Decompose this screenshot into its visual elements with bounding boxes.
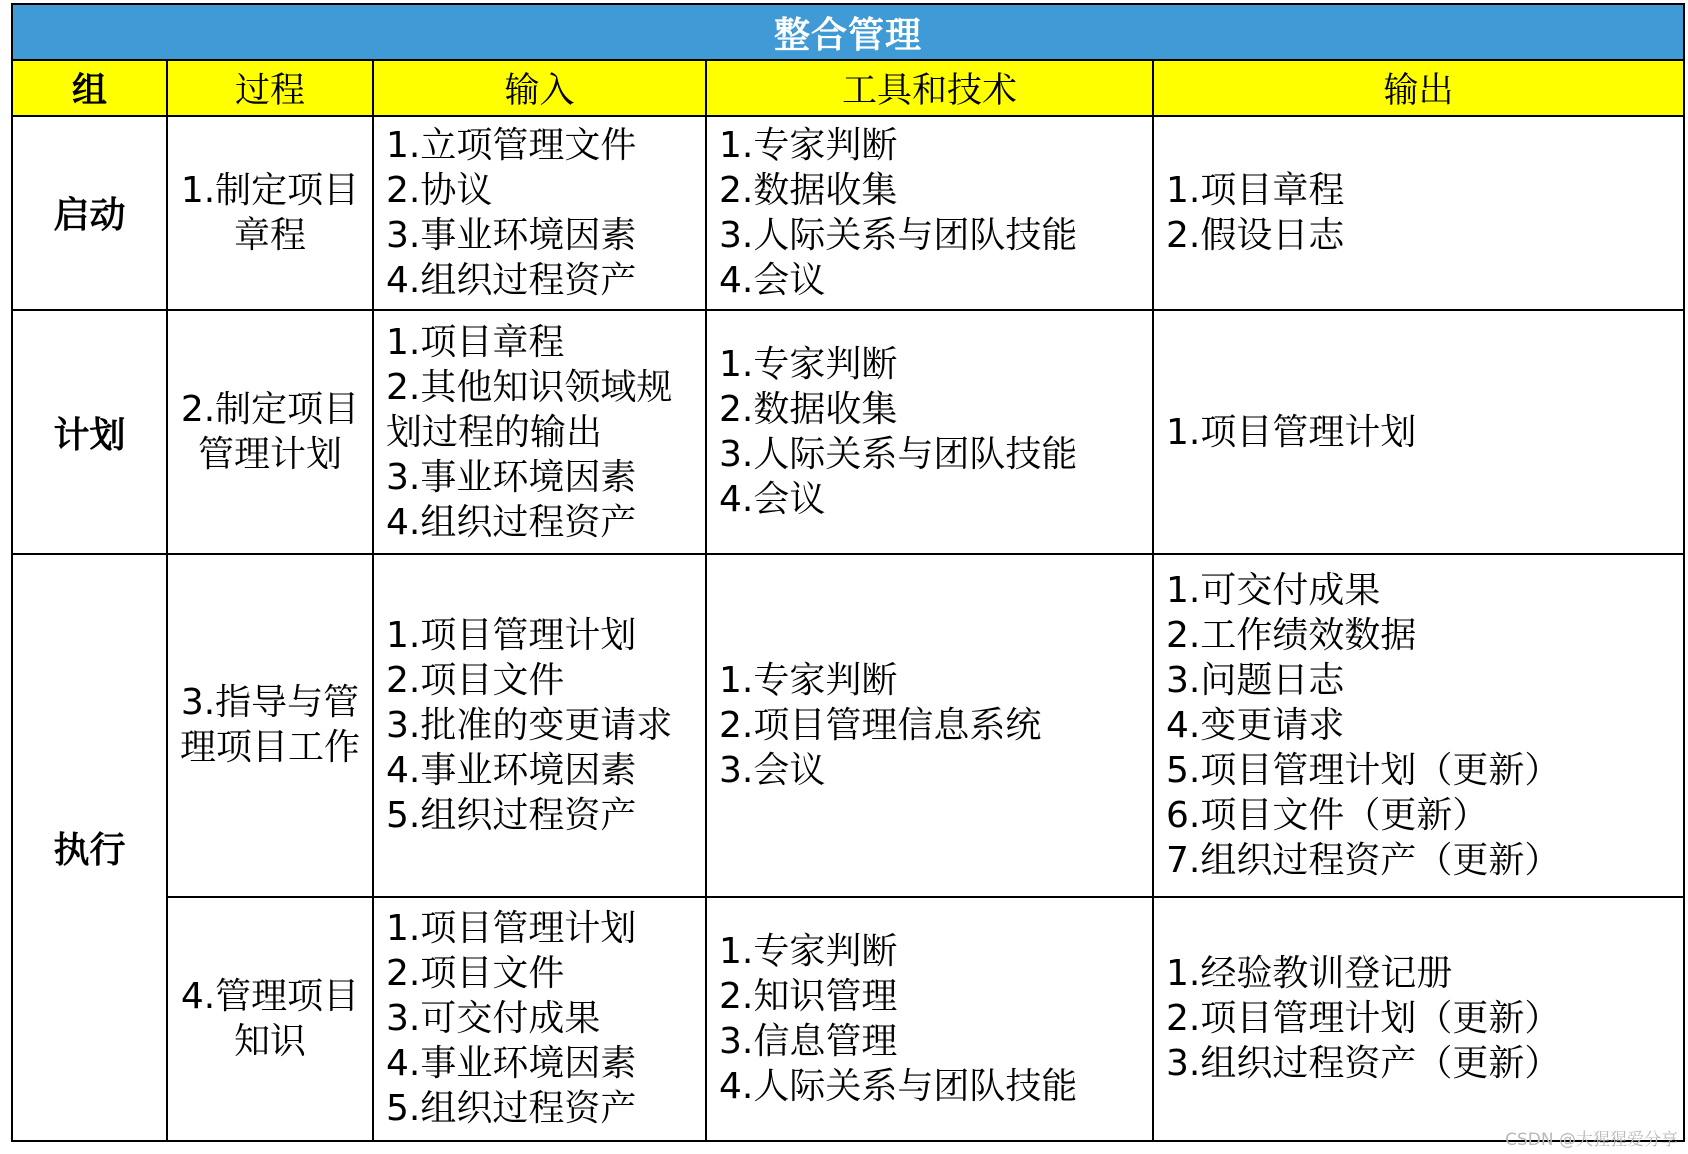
input-item: 3.可交付成果	[386, 998, 601, 1040]
group-initiating: 启动	[12, 116, 167, 310]
process-line: 4.管理项目	[180, 975, 360, 1017]
outputs-cell	[1153, 116, 1684, 310]
input-item: 2.项目文件	[386, 659, 565, 701]
process-cell	[167, 116, 373, 310]
input-item: 4.组织过程资产	[386, 259, 637, 301]
inputs-cell	[373, 897, 706, 1141]
inputs-cell	[373, 554, 706, 896]
output-item: 1.经验教训登记册	[1166, 953, 1453, 995]
tool-item: 1.专家判断	[719, 930, 898, 972]
header-group: 组	[12, 60, 167, 115]
input-item: 3.事业环境因素	[386, 214, 637, 256]
input-item: 2.其他知识领域规划过程的输出	[386, 366, 673, 453]
tool-item: 2.知识管理	[719, 975, 898, 1017]
output-item: 1.可交付成果	[1166, 569, 1381, 611]
header-inputs: 输入	[373, 60, 706, 115]
integration-management-table	[11, 3, 1685, 1142]
tool-item: 3.会议	[719, 749, 826, 791]
tools-cell	[706, 116, 1153, 310]
outputs-cell	[1153, 554, 1684, 896]
tools-cell	[706, 554, 1153, 896]
output-item: 6.项目文件（更新）	[1166, 794, 1489, 836]
input-item: 4.事业环境因素	[386, 1043, 637, 1085]
output-item: 1.项目章程	[1166, 169, 1345, 211]
tool-item: 4.人际关系与团队技能	[719, 1065, 1078, 1107]
input-item: 1.项目管理计划	[386, 908, 637, 950]
input-item: 1.立项管理文件	[386, 124, 637, 166]
tool-item: 1.专家判断	[719, 659, 898, 701]
table-row	[12, 116, 1684, 310]
input-item: 5.组织过程资产	[386, 1088, 637, 1130]
group-executing: 执行	[12, 554, 167, 1141]
tools-cell	[706, 897, 1153, 1141]
process-line: 知识	[233, 1020, 306, 1062]
process-line: 3.指导与管	[180, 682, 360, 724]
output-item: 5.项目管理计划（更新）	[1166, 749, 1561, 791]
process-line: 理项目工作	[179, 727, 360, 769]
tool-item: 4.会议	[719, 479, 826, 521]
output-item: 1.项目管理计划	[1166, 411, 1417, 453]
output-item: 7.组织过程资产（更新）	[1166, 839, 1561, 881]
process-line: 1.制定项目	[180, 169, 360, 211]
process-cell	[167, 897, 373, 1141]
input-item: 1.项目管理计划	[386, 614, 637, 656]
tool-item: 4.会议	[719, 259, 826, 301]
watermark: CSDN @大猩猩爱分享	[1505, 1130, 1678, 1150]
input-item: 2.协议	[386, 169, 493, 211]
input-item: 1.项目章程	[386, 321, 565, 363]
table-row	[12, 310, 1684, 554]
header-outputs: 输出	[1153, 60, 1684, 115]
output-item: 4.变更请求	[1166, 704, 1345, 746]
tool-item: 1.专家判断	[719, 344, 898, 386]
output-item: 2.假设日志	[1166, 214, 1345, 256]
output-item: 3.组织过程资产（更新）	[1166, 1043, 1561, 1085]
tool-item: 3.人际关系与团队技能	[719, 214, 1078, 256]
input-item: 4.事业环境因素	[386, 749, 637, 791]
input-item: 5.组织过程资产	[386, 794, 637, 836]
table-row	[12, 554, 1684, 896]
outputs-cell	[1153, 310, 1684, 554]
header-process: 过程	[167, 60, 373, 115]
input-item: 4.组织过程资产	[386, 501, 637, 543]
tool-item: 2.数据收集	[719, 389, 898, 431]
process-cell	[167, 554, 373, 896]
tool-item: 3.信息管理	[719, 1020, 898, 1062]
process-line: 2.制定项目	[180, 389, 360, 431]
outputs-cell	[1153, 897, 1684, 1141]
inputs-cell	[373, 310, 706, 554]
output-item: 2.工作绩效数据	[1166, 614, 1417, 656]
input-item: 3.事业环境因素	[386, 456, 637, 498]
process-line: 章程	[233, 214, 306, 256]
tool-item: 2.数据收集	[719, 169, 898, 211]
table-row	[12, 897, 1684, 1141]
tool-item: 2.项目管理信息系统	[719, 704, 1042, 746]
group-planning: 计划	[12, 310, 167, 554]
tool-item: 1.专家判断	[719, 124, 898, 166]
input-item: 2.项目文件	[386, 953, 565, 995]
process-cell	[167, 310, 373, 554]
header-tools: 工具和技术	[706, 60, 1153, 115]
tools-cell	[706, 310, 1153, 554]
process-line: 管理计划	[197, 434, 342, 476]
tool-item: 3.人际关系与团队技能	[719, 434, 1078, 476]
output-item: 3.问题日志	[1166, 659, 1345, 701]
inputs-cell	[373, 116, 706, 310]
table-title: 整合管理	[12, 4, 1684, 60]
input-item: 3.批准的变更请求	[386, 704, 673, 746]
output-item: 2.项目管理计划（更新）	[1166, 998, 1561, 1040]
